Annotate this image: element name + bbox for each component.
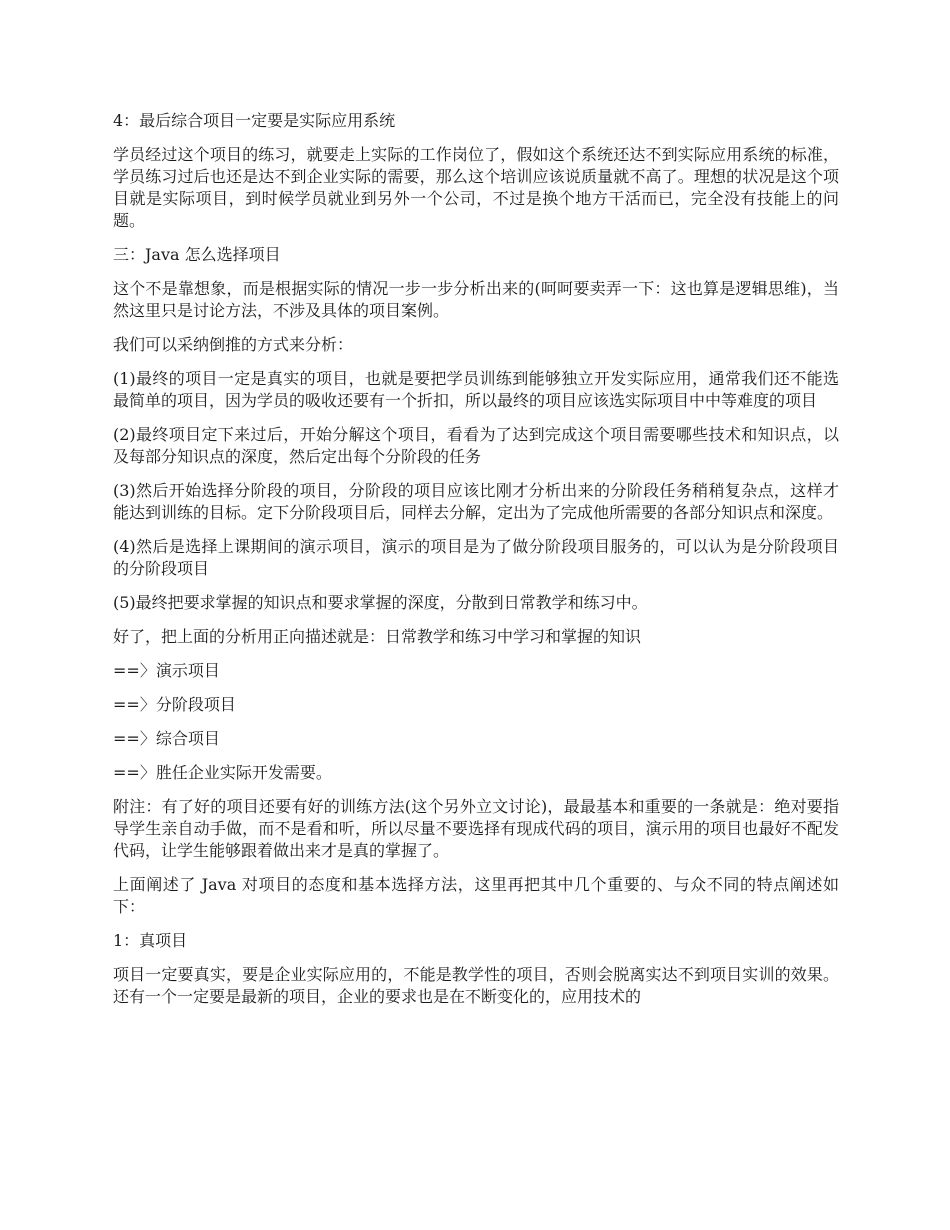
paragraph-analysis-method: 这个不是靠想象，而是根据实际的情况一步一步分析出来的(呵呵要卖弄一下：这也算是逻辑思维)，当然这里只是讨论方法，不涉及具体的项目案例。 [113,279,839,320]
document-body [113,110,839,1020]
paragraph-summary: 上面阐述了 Java 对项目的态度和基本选择方法，这里再把其中几个重要的、与众不同的特点阐述如下： [113,875,839,916]
flow-step-stage: ==〉分阶段项目 [113,695,236,714]
section-heading-how-to-choose: 三：Java 怎么选择项目 [113,245,281,264]
paragraph-reverse-inference: 我们可以采纳倒推的方式来分析： [113,335,354,354]
list-item-1: (1)最终的项目一定是真实的项目，也就是要把学员训练到能够独立开发实际应用，通常我们还不能选最简单的项目，因为学员的吸收还要有一个折扣，所以最终的项目应该选实际项目中中等难度的项目 [113,369,839,410]
section-heading-4-final-project: 4：最后综合项目一定要是实际应用系统 [113,111,396,130]
section-heading-real-project: 1：真项目 [113,931,188,950]
flow-step-demo: ==〉演示项目 [113,661,220,680]
paragraph-note: 附注：有了好的项目还要有好的训练方法(这个另外立文讨论)，最最基本和重要的一条就是：绝对要指导学生亲自动手做，而不是看和听，所以尽量不要选择有现成代码的项目，演示用的项目也最好不配发代码，让学生能够跟着做出来才是真的掌握了。 [113,797,839,860]
flow-step-comprehensive: ==〉综合项目 [113,729,220,748]
list-item-3: (3)然后开始选择分阶段的项目，分阶段的项目应该比刚才分析出来的分阶段任务稍稍复杂点，这样才能达到训练的目标。定下分阶段项目后，同样去分解，定出为了完成他所需要的各部分知识点和深度。 [113,481,839,522]
paragraph-real-system: 学员经过这个项目的练习，就要走上实际的工作岗位了，假如这个系统还达不到实际应用系统的标准，学员练习过后也还是达不到企业实际的需要，那么这个培训应该说质量就不高了。理想的状况是这个项目就是实际项目，到时候学员就业到另外一个公司，不过是换个地方干活而已，完全没有技能上的问题。 [113,145,839,230]
paragraph-forward-description: 好了，把上面的分析用正向描述就是：日常教学和练习中学习和掌握的知识 [113,627,642,646]
list-item-5: (5)最终把要求掌握的知识点和要求掌握的深度，分散到日常教学和练习中。 [113,593,648,612]
list-item-4: (4)然后是选择上课期间的演示项目，演示的项目是为了做分阶段项目服务的，可以认为是分阶段项目的分阶段项目 [113,537,839,578]
list-item-2: (2)最终项目定下来过后，开始分解这个项目，看看为了达到完成这个项目需要哪些技术和知识点，以及每部分知识点的深度，然后定出每个分阶段的任务 [113,425,839,466]
flow-step-enterprise: ==〉胜任企业实际开发需要。 [113,763,332,782]
paragraph-real-project: 项目一定要真实，要是企业实际应用的，不能是教学性的项目，否则会脱离实达不到项目实训的效果。还有一个一定要是最新的项目，企业的要求也是在不断变化的，应用技术的 [113,965,839,1006]
